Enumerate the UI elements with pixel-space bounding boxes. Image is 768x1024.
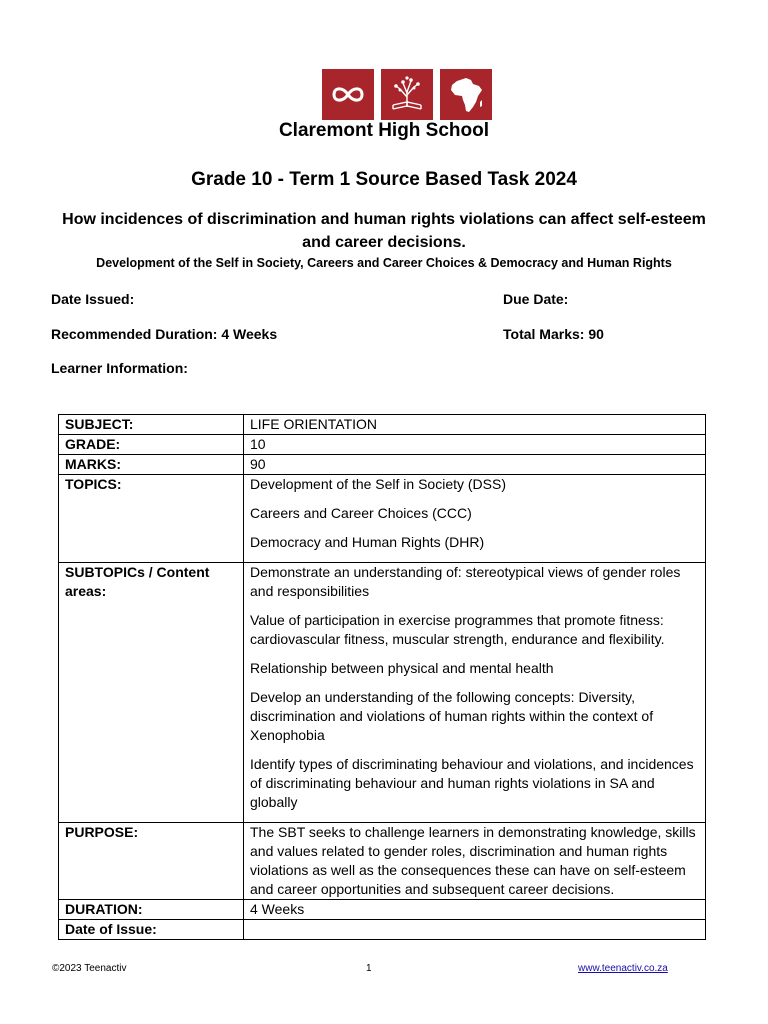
duration-value: 4 Weeks (244, 900, 706, 920)
task-heading: How incidences of discrimination and human rights violations can affect self-esteem and career decisions. (62, 211, 706, 251)
subject-value: LIFE ORIENTATION (244, 415, 706, 435)
table-row (59, 435, 706, 455)
topic-item: Development of the Self in Society (DSS) (250, 476, 507, 492)
infinity-logo-icon (322, 69, 374, 120)
grade-value: 10 (244, 435, 706, 455)
task-title: Grade 10 - Term 1 Source Based Task 2024 (191, 169, 577, 190)
table-row (59, 455, 706, 475)
table-row (59, 415, 706, 435)
tree-book-logo-icon (381, 69, 433, 120)
africa-map-logo-icon (440, 69, 492, 120)
purpose-value: The SBT seeks to challenge learners in demonstrating knowledge, skills and values related to gender roles, discrimination and human rights violations as well as the consequences these can have on self-esteem and career opportunities and subsequent career decisions. (244, 823, 706, 900)
recommended-duration-label: Recommended Duration: 4 Weeks (51, 326, 278, 342)
table-row (59, 563, 706, 823)
topic-item: Democracy and Human Rights (DHR) (250, 534, 485, 550)
footer-website-link[interactable]: www.teenactiv.co.za (578, 963, 668, 974)
subtopic-item: Demonstrate an understanding of: stereotypical views of gender roles and responsibilities (250, 564, 681, 599)
subtopics-label: SUBTOPICs / Content areas: (59, 563, 244, 823)
table-row (59, 920, 706, 940)
date-of-issue-label: Date of Issue: (59, 920, 244, 940)
subtopic-item: Develop an understanding of the following concepts: Diversity, discrimination and violations of human rights within the context of Xenophobia (250, 689, 654, 743)
subtopic-item: Value of participation in exercise programmes that promote fitness: cardiovascular fitness, muscular strength, endurance and flexibility. (250, 612, 665, 647)
table-row (59, 475, 706, 563)
total-marks-label: Total Marks: 90 (503, 326, 604, 342)
subtopic-item: Identify types of discriminating behaviour and violations, and incidences of discriminating behaviour and human rights violations in SA and globally (250, 756, 694, 810)
task-info-table (58, 414, 706, 940)
table-row (59, 823, 706, 900)
task-subheading: Development of the Self in Society, Careers and Career Choices & Democracy and Human Rights (96, 256, 672, 270)
subtopic-item: Relationship between physical and mental health (250, 660, 554, 676)
subject-label: SUBJECT: (59, 415, 244, 435)
purpose-label: PURPOSE: (59, 823, 244, 900)
table-row (59, 900, 706, 920)
footer-copyright: ©2023 Teenactiv (52, 963, 127, 974)
school-logos (322, 69, 492, 120)
subtopics-list (244, 563, 706, 823)
footer-page-number: 1 (366, 963, 372, 974)
topic-item: Careers and Career Choices (CCC) (250, 505, 472, 521)
topics-label: TOPICS: (59, 475, 244, 563)
date-issued-label: Date Issued: (51, 291, 135, 307)
school-name: Claremont High School (278, 120, 490, 141)
grade-label: GRADE: (59, 435, 244, 455)
due-date-label: Due Date: (503, 291, 569, 307)
marks-value: 90 (244, 455, 706, 475)
date-of-issue-value (244, 920, 706, 940)
marks-label: MARKS: (59, 455, 244, 475)
topics-list (244, 475, 706, 563)
learner-information-label: Learner Information: (51, 360, 188, 376)
duration-label: DURATION: (59, 900, 244, 920)
